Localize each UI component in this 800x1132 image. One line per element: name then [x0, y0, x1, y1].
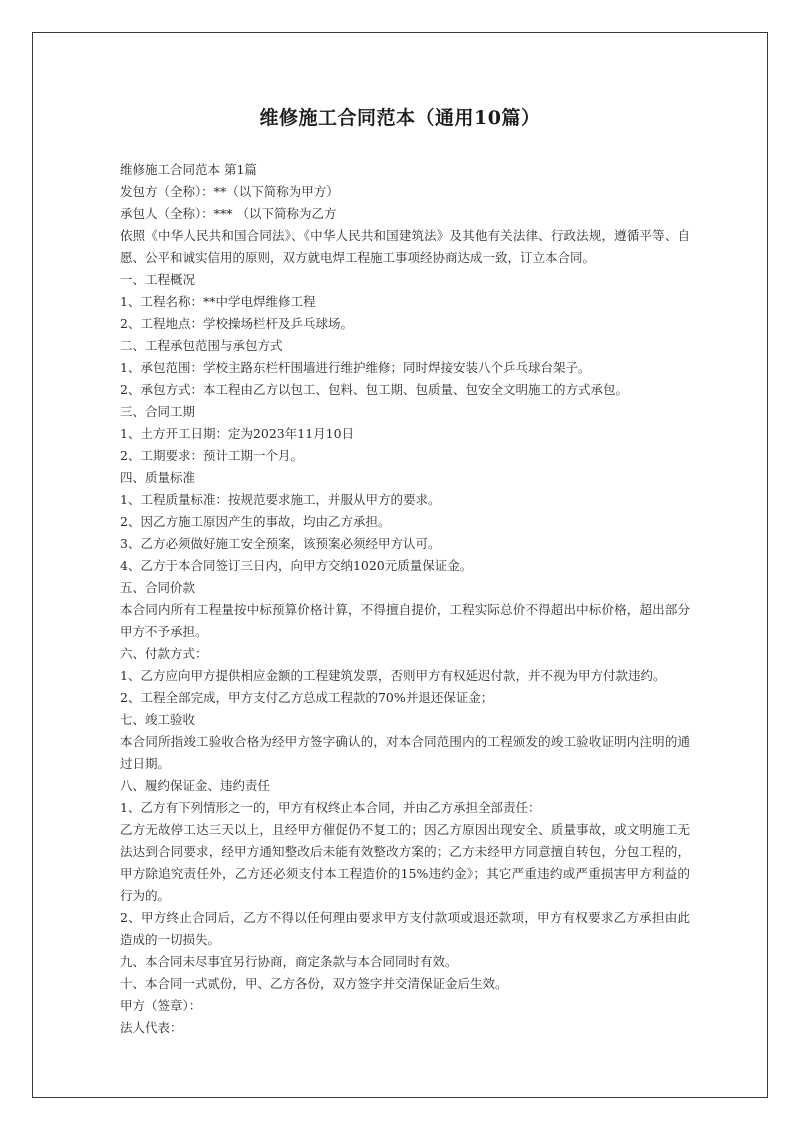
clause-item: 2、工程全部完成，甲方支付乙方总成工程款的70%并退还保证金； [120, 690, 494, 705]
party-a-line: 发包方（全称）：**（以下简称为甲方） [120, 184, 339, 199]
clause-heading: 八、履约保证金、违约责任 [120, 778, 271, 793]
clause-item: 2、承包方式：本工程由乙方以包工、包料、包工期、包质量、包安全文明施工的方式承包。 [120, 382, 628, 397]
signature-party-a: 甲方（签章）： [120, 998, 202, 1013]
clause-heading: 四、质量标准 [120, 470, 196, 485]
clause-heading: 一、工程概况 [120, 272, 196, 287]
clause-item: 十、本合同一式贰份，甲、乙方各份，双方签字并交清保证金后生效。 [120, 976, 508, 991]
clause-heading: 七、竣工验收 [120, 712, 196, 727]
document-title: 维修施工合同范本（通用10篇） [259, 107, 541, 129]
clause-item: 1、乙方有下列情形之一的，甲方有权终止本合同，并由乙方承担全部责任： [120, 800, 541, 815]
section-heading: 维修施工合同范本 第1篇 [120, 162, 257, 177]
clause-heading: 六、付款方式： [120, 646, 208, 661]
document-body [120, 159, 690, 1039]
clause-item: 4、乙方于本合同签订三日内，向甲方交纳1020元质量保证金。 [120, 558, 473, 573]
clause-item: 2、工期要求：预计工期一个月。 [120, 448, 303, 463]
clause-heading: 五、合同价款 [120, 580, 196, 595]
clause-paragraph: 2、甲方终止合同后，乙方不得以任何理由要求甲方支付款项或退还款项，甲方有权要求乙方承担由此造成的一切损失。 [120, 910, 690, 947]
clause-paragraph: 本合同所指竣工验收合格为经甲方签字确认的，对本合同范围内的工程颁发的竣工验收证明内注明的通过日期。 [120, 734, 690, 771]
preamble-paragraph: 依照《中华人民共和国合同法》、《中华人民共和国建筑法》及其他有关法律、行政法规，遵循平等、自愿、公平和诚实信用的原则，双方就电焊工程施工事项经协商达成一致，订立本合同。 [120, 228, 690, 265]
clause-item: 1、承包范围：学校主路东栏杆围墙进行维护维修；同时焊接安装八个乒乓球台架子。 [120, 360, 591, 375]
clause-heading: 三、合同工期 [120, 404, 196, 419]
clause-item: 九、本合同未尽事宜另行协商，商定条款与本合同同时有效。 [120, 954, 458, 969]
clause-paragraph: 1、乙方应向甲方提供相应金额的工程建筑发票，否则甲方有权延迟付款，并不视为甲方付款违约。 [120, 668, 666, 683]
clause-paragraph: 乙方无故停工达三天以上，且经甲方催促仍不复工的；因乙方原因出现安全、质量事故，或文明施工无法达到合同要求，经甲方通知整改后未能有效整改方案的；乙方未经甲方同意擅自转包，分包工程的，甲方除追究责任外，乙方还必须支付本工程造价的15%违约金》；其它严重违约或严重损害甲方利益的行为的。 [120, 822, 690, 903]
clause-item: 1、工程质量标准：按规范要求施工，并服从甲方的要求。 [120, 492, 441, 507]
clause-item: 3、乙方必须做好施工安全预案，该预案必须经甲方认可。 [120, 536, 441, 551]
clause-item: 2、因乙方施工原因产生的事故，均由乙方承担。 [120, 514, 391, 529]
clause-paragraph: 本合同内所有工程量按中标预算价格计算，不得擅自提价，工程实际总价不得超出中标价格，超出部分甲方不予承担。 [120, 602, 690, 639]
clause-item: 1、土方开工日期：定为2023年11月10日 [120, 426, 355, 441]
clause-item: 2、工程地点：学校操场栏杆及乒乓球场。 [120, 316, 353, 331]
clause-item: 1、工程名称：**中学电焊维修工程 [120, 294, 316, 309]
clause-heading: 二、工程承包范围与承包方式 [120, 338, 283, 353]
party-b-line: 承包人（全称）：*** （以下简称为乙方 [120, 206, 337, 221]
signature-legal-rep: 法人代表： [120, 1020, 183, 1035]
